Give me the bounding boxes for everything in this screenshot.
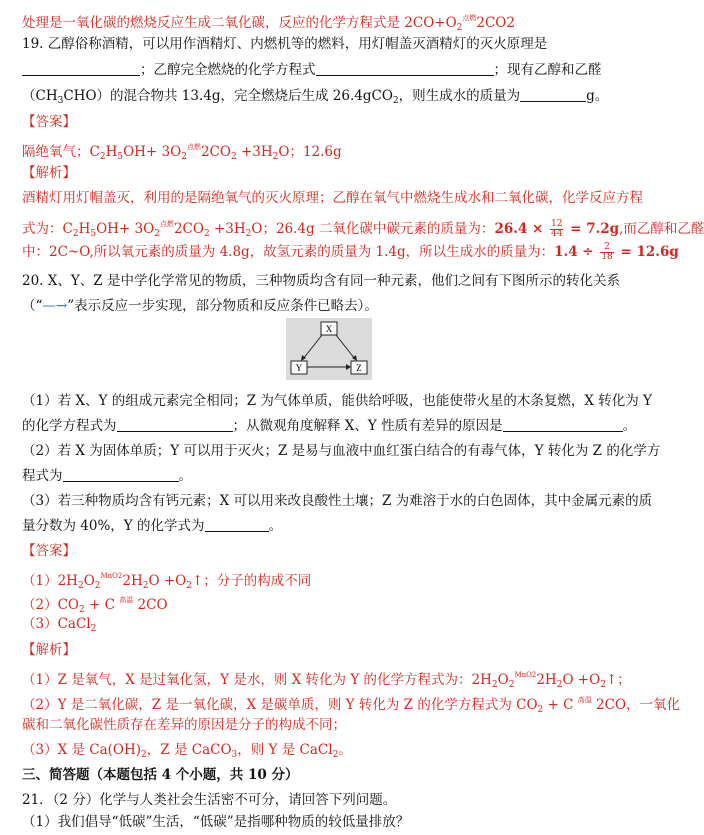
sub: 2 xyxy=(72,229,79,239)
text: （2）Y 是二氧化碳，Z 是一氧化碳，X 是碳单质，则 Y 转化为 Z 的化学方程式为 CO xyxy=(22,697,538,713)
math: 26.4 × xyxy=(494,221,549,237)
fraction xyxy=(600,243,613,262)
sub: 2 xyxy=(230,152,237,162)
sub: 2 xyxy=(491,680,498,690)
denominator: 18 xyxy=(601,252,613,262)
text: ；从微观角度解释 X、Y 性质有差异的原因是 xyxy=(232,418,503,434)
text: 【答案】 xyxy=(22,114,76,130)
analysis-19-line3 xyxy=(22,242,679,262)
text: H xyxy=(78,221,91,237)
sub: 2 xyxy=(245,229,252,239)
sub: 2 xyxy=(272,152,279,162)
text: （2）CO xyxy=(22,597,79,613)
text: 2CO2 xyxy=(476,15,515,31)
text: ”表示反应一步实现，部分物质和反应条件已略去）。 xyxy=(67,298,378,314)
sub: 5 xyxy=(90,229,97,239)
sub: 2 xyxy=(90,624,97,634)
text: （1）若 X、Y 的组成元素完全相同；Z 为气体单质，能供给呼吸，也能使带火星的木条复燃，X 转化为 Y xyxy=(22,393,652,409)
question-20-part3-line2 xyxy=(22,516,642,536)
text: O；12.6g xyxy=(278,144,342,160)
sub: 2 xyxy=(77,581,84,591)
text: OH+ 3O xyxy=(96,221,155,237)
sub: 2 xyxy=(456,23,463,33)
fraction xyxy=(550,220,563,239)
text: 处理是一氧化碳的燃烧反应生成二氧化碳，反应的化学方程式是 2CO+O xyxy=(22,15,457,31)
text: O +O xyxy=(562,672,601,688)
numerator: 12 xyxy=(551,219,563,229)
text: （2）若 X 为固体单质；Y 可以用于灭火；Z 是易与血液中血红蛋白结合的有毒气体，Y 转化为 Z 的化学方 xyxy=(22,443,661,459)
question-19-line2 xyxy=(22,60,642,80)
sub: 2 xyxy=(600,680,606,690)
answer-blank xyxy=(22,61,140,76)
text: （CH xyxy=(22,88,58,104)
text: g。 xyxy=(586,88,609,104)
question-20-line2 xyxy=(22,296,642,316)
text: ；乙醇完全燃烧的化学方程式 xyxy=(140,62,316,78)
math: = 7.2g xyxy=(565,221,620,237)
text: 式为：C xyxy=(22,221,73,237)
text: 隔绝氧气；C xyxy=(22,144,100,160)
text: 【答案】 xyxy=(22,543,76,559)
question-20-part2-line2 xyxy=(22,466,642,486)
text: 。 xyxy=(268,518,283,534)
question-19 xyxy=(22,34,642,54)
question-20-part1-line2 xyxy=(22,416,642,436)
text: 19. 乙醇俗称酒精，可以用作酒精灯、内燃机等的燃料，用灯帽盖灭酒精灯的灭火原理是 xyxy=(22,36,548,52)
text: （3）CaCl xyxy=(22,616,91,632)
text: + C xyxy=(84,597,120,613)
sub: 2 xyxy=(392,96,399,106)
denominator: 44 xyxy=(551,229,563,239)
text: （1）Z 是氧气，X 是过氧化氢，Y 是水，则 X 转化为 Y 的化学方程式为：2H xyxy=(22,672,492,688)
analysis-heading xyxy=(22,163,642,183)
text: + C xyxy=(543,697,578,713)
text: ；现有乙醇和乙醛 xyxy=(493,62,602,78)
question-20 xyxy=(22,271,642,291)
text: 。 xyxy=(622,418,637,434)
sub: 2 xyxy=(79,605,85,615)
question-20-part1 xyxy=(22,391,652,411)
section-heading xyxy=(22,765,642,785)
sub: 2 xyxy=(99,152,106,162)
answer-blank xyxy=(520,87,586,102)
text: 量分数为 40%，Y 的化学式为 xyxy=(22,518,205,534)
text: 的化学方程式为 xyxy=(22,418,117,434)
answer-20-part3 xyxy=(22,614,642,639)
text: 中：2C~O,所以氧元素的质量为 4.8g，故氢元素的质量为 1.4g，所以生成水的质量为： xyxy=(22,244,555,260)
text: H xyxy=(105,144,118,160)
label-z: Z xyxy=(356,363,362,373)
text: 程式为 xyxy=(22,468,63,484)
arrow-icon: —→ xyxy=(42,298,68,314)
text: 【解析】 xyxy=(22,642,76,658)
label-x: X xyxy=(325,324,333,334)
text: 2CO，一氧化 xyxy=(591,697,681,713)
sub: 2 xyxy=(556,680,563,690)
answer-blank xyxy=(63,467,179,482)
text: 碳和二氧化碳性质存在差异的原因是分子的构成不同； xyxy=(22,717,346,733)
question-21-part1 xyxy=(22,812,642,832)
text: （3）X 是 Ca(OH) xyxy=(22,742,142,758)
text: 2H xyxy=(122,573,143,589)
question-20-part3 xyxy=(22,491,653,511)
sub: 2 xyxy=(508,680,515,690)
text: +3H xyxy=(236,144,273,160)
sub: 2 xyxy=(94,581,101,591)
text: ，Z 是 CaCO xyxy=(146,742,232,758)
math: 1.4 ÷ xyxy=(554,244,599,260)
text: CHO）的混合物共 13.4g，完全燃烧后生成 26.4gCO xyxy=(63,88,393,104)
analysis-20-part3 xyxy=(22,740,642,765)
question-20-part2 xyxy=(22,441,661,461)
sub: 2 xyxy=(332,750,339,760)
text: 【解析】 xyxy=(22,165,76,181)
analysis-20-part2-line2 xyxy=(22,715,642,735)
sub: 2 xyxy=(154,229,160,239)
analysis-19-line2 xyxy=(22,214,704,244)
text: （1）2H xyxy=(22,573,78,589)
sub: 3 xyxy=(57,96,64,106)
question-19-line3 xyxy=(22,86,642,111)
text: O；26.4g 二氧化碳中碳元素的质量为： xyxy=(251,221,495,237)
text: O xyxy=(83,573,95,589)
text: ↑；分子的构成不同 xyxy=(191,573,312,589)
sub: 5 xyxy=(117,152,124,162)
math: = 12.6g xyxy=(615,244,679,260)
condition: 点燃 xyxy=(186,143,201,151)
text: 三、简答题（本题包括 4 个小题，共 10 分） xyxy=(22,767,299,783)
text: ,而乙醇和乙醛 xyxy=(619,221,704,237)
label-y: Y xyxy=(295,363,303,373)
text: （3）若三种物质均含有钙元素；X 可以用来改良酸性土壤；Z 为难溶于水的白色固体，其中金属元素的质 xyxy=(22,493,653,509)
xyz-transformation-diagram xyxy=(286,318,372,380)
text: ，则 Y 是 CaCl xyxy=(237,742,333,758)
numerator: 2 xyxy=(600,243,613,253)
text: OH+ 3O xyxy=(123,144,182,160)
sub: 2 xyxy=(537,705,544,715)
text: +3H xyxy=(209,221,246,237)
text: 20. X、Y、Z 是中学化学常见的物质，三种物质均含有同一种元素，他们之间有下图所示的转化关系 xyxy=(22,273,620,289)
condition: MnO2 xyxy=(514,671,537,679)
answer-blank xyxy=(316,61,494,76)
answer-blank xyxy=(205,517,269,532)
text: 2H xyxy=(536,672,557,688)
answer-blank xyxy=(503,417,623,432)
text: 。 xyxy=(178,468,192,484)
arrow-symbol: → xyxy=(55,298,68,314)
condition: MnO2 xyxy=(100,572,123,580)
text: 21．（2 分）化学与人类社会生活密不可分，请回答下列问题。 xyxy=(22,792,397,808)
sub: 2 xyxy=(181,152,187,162)
text: 。 xyxy=(338,742,352,758)
sub: 3 xyxy=(231,750,238,760)
text: （1）我们倡导“低碳”生活，“低碳”是指哪种物质的较低量排放？ xyxy=(22,814,410,830)
condition: 高温 xyxy=(577,696,592,704)
sub: 2 xyxy=(141,750,147,760)
text: O +O xyxy=(148,573,187,589)
text: 2CO xyxy=(200,144,231,160)
text: ↑； xyxy=(605,672,631,688)
condition: 点燃 xyxy=(159,220,174,228)
analysis-heading xyxy=(22,640,642,660)
sub: 2 xyxy=(142,581,149,591)
analysis-19-line1 xyxy=(22,188,642,208)
text: 2CO xyxy=(173,221,204,237)
text: ，则生成水的质量为 xyxy=(398,88,521,104)
question-21 xyxy=(22,790,642,810)
answer-heading xyxy=(22,112,642,132)
text: 酒精灯用灯帽盖灭，利用的是隔绝氧气的灭火原理；乙醇在氧气中燃烧生成水和二氧化碳，化学反应方程 xyxy=(22,190,643,206)
condition: 点燃 xyxy=(462,14,477,22)
text: （“ xyxy=(22,298,43,314)
sub: 2 xyxy=(186,581,192,591)
condition: 高温 xyxy=(119,596,134,604)
answer-heading xyxy=(22,541,642,561)
text: 2CO xyxy=(133,597,168,613)
answer-blank xyxy=(117,417,233,432)
sub: 2 xyxy=(203,229,210,239)
text: O xyxy=(497,672,509,688)
